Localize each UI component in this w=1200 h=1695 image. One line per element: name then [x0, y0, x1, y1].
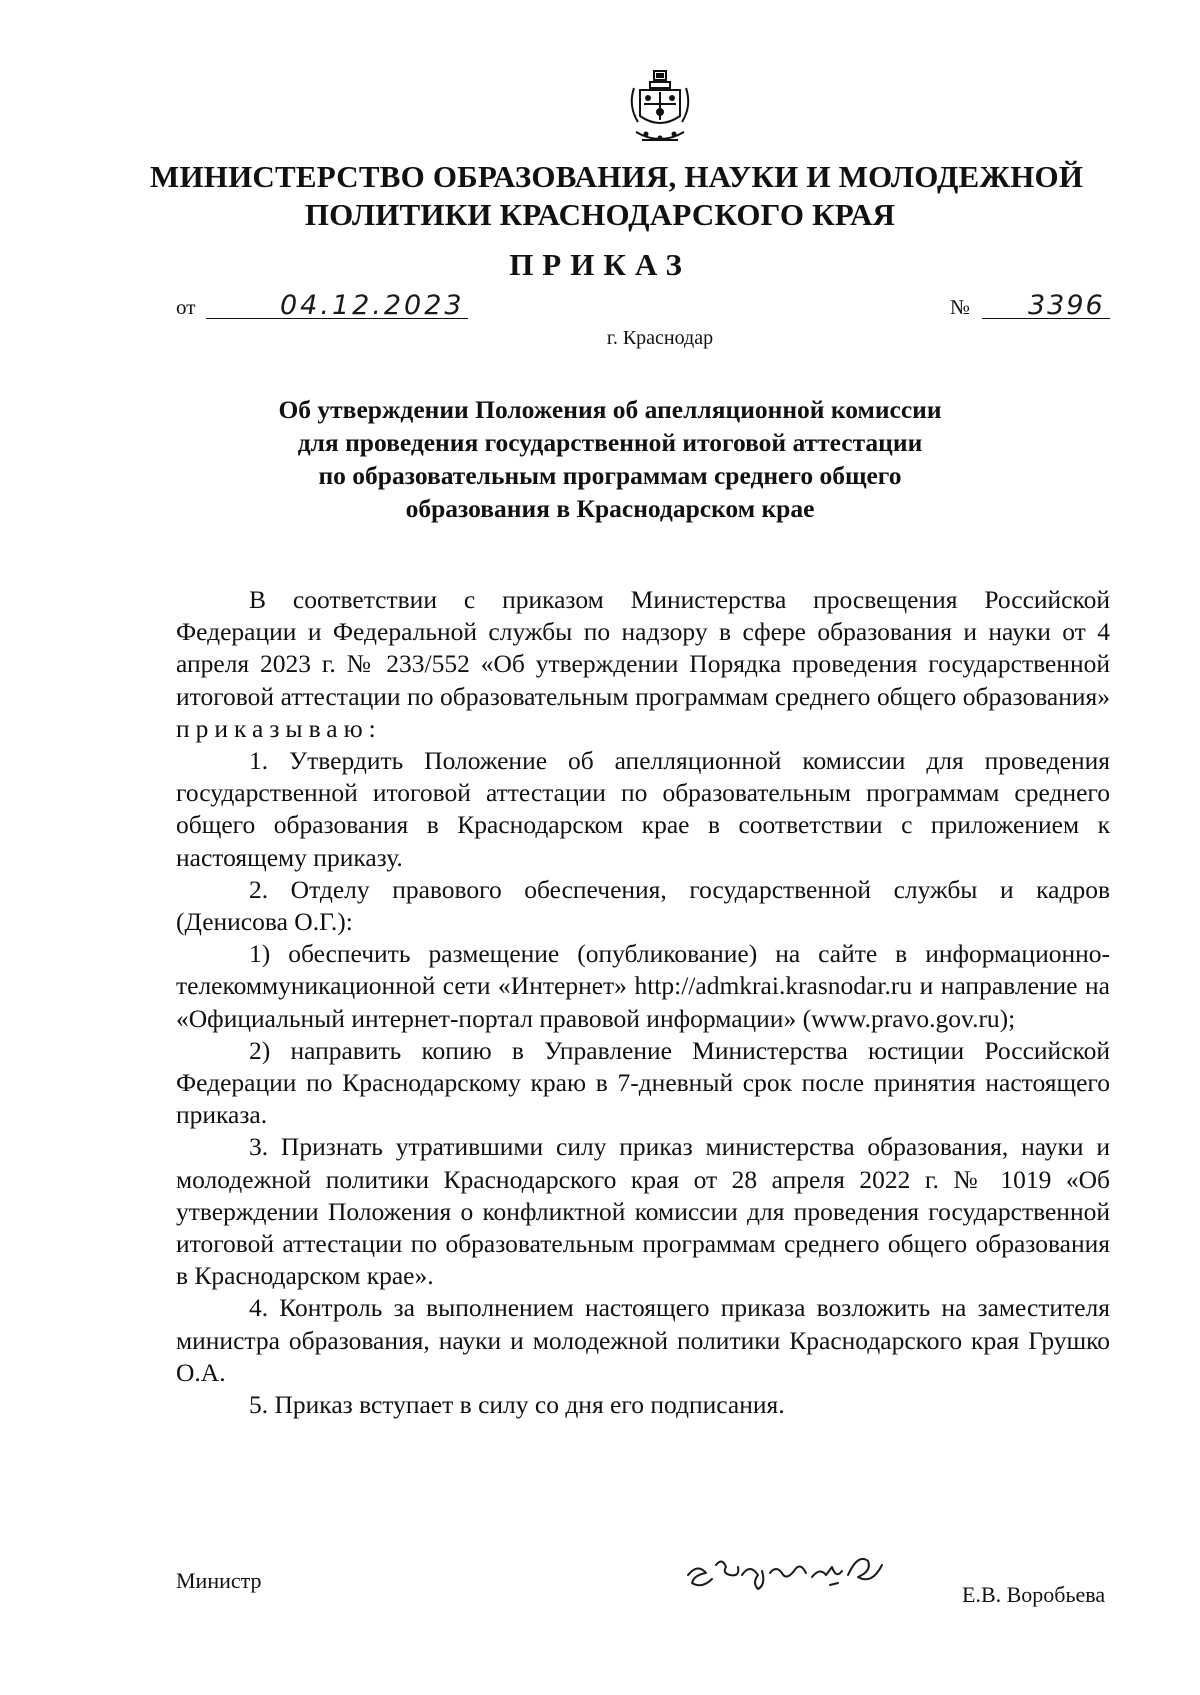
- order-body: [176, 584, 1110, 1421]
- signatory-name: Е.В. Воробьева: [962, 1582, 1106, 1607]
- handwritten-date: 04.12.2023: [280, 290, 465, 321]
- item-2-subitem-2: 2) направить копию в Управление Министерства юстиции Российской Федерации по Краснодарскому краю в 7-дневный срок после принятия настоящего приказа.: [176, 1035, 1110, 1130]
- handwritten-signature: [680, 1545, 905, 1615]
- item-1: 1. Утвердить Положение об апелляционной комиссии для проведения государственной итоговой аттестации по образовательным программам среднего общего образования в Краснодарском крае в соответствии с приложением к настоящему приказу.: [176, 746, 1110, 872]
- preamble-text: В соответствии с приказом Министерства просвещения Российской Федерации и Федеральной службы по надзору в сфере образования и науки от 4 апреля 2023 г. № 233/552 «Об утверждении Порядка проведения государственной итоговой аттестации по образовательным программам среднего общего образования»: [176, 585, 1110, 711]
- subject-line: для проведения государственной итоговой аттестации: [297, 428, 923, 457]
- orders-keyword: приказываю:: [176, 713, 382, 743]
- subject-line: по образовательным программам среднего общего: [318, 461, 902, 490]
- order-subject: [230, 393, 990, 525]
- date-label: от: [176, 295, 196, 319]
- krasnodar-coat-of-arms-icon: [626, 68, 694, 150]
- handwritten-number: 3396: [1028, 290, 1105, 321]
- subject-line: Об утверждении Положения об апелляционной комиссии: [278, 395, 942, 424]
- ministry-name: [150, 158, 1084, 234]
- item-5: 5. Приказ вступает в силу со дня его подписания.: [249, 1390, 785, 1420]
- signatory-position: Министр: [176, 1568, 262, 1593]
- number-label: №: [950, 295, 971, 319]
- city: г. Краснодар: [606, 327, 714, 349]
- preamble-paragraph: [176, 584, 1110, 745]
- item-4: 4. Контроль за выполнением настоящего приказа возложить на заместителя министра образования, науки и молодежной политики Краснодарского края Грушко О.А.: [176, 1293, 1110, 1387]
- item-2-subitem-1: 1) обеспечить размещение (опубликование) на сайте в информационно-телекоммуникационной сети «Интернет» http://admkrai.krasnodar.ru и направление на «Официальный интернет-портал правовой информации» (www.pravo.gov.ru);: [176, 939, 1110, 1033]
- item-2: 2. Отделу правового обеспечения, государственной службы и кадров (Денисова О.Г.):: [176, 874, 1110, 937]
- item-3: 3. Признать утратившими силу приказ министерства образования, науки и молодежной политики Краснодарского края от 28 апреля 2022 г. № 1019 «Об утверждении Положения о конфликтной комиссии для проведения государственной итоговой аттестации по образовательным программам среднего общего образования в Краснодарском крае».: [176, 1132, 1110, 1291]
- document-type-title: ПРИКАЗ: [509, 247, 691, 282]
- ministry-name-line: МИНИСТЕРСТВО ОБРАЗОВАНИЯ, НАУКИ И МОЛОДЕЖНОЙ: [150, 159, 1084, 194]
- subject-line: образования в Краснодарском крае: [405, 494, 815, 523]
- ministry-name-line: ПОЛИТИКИ КРАСНОДАРСКОГО КРАЯ: [304, 197, 896, 232]
